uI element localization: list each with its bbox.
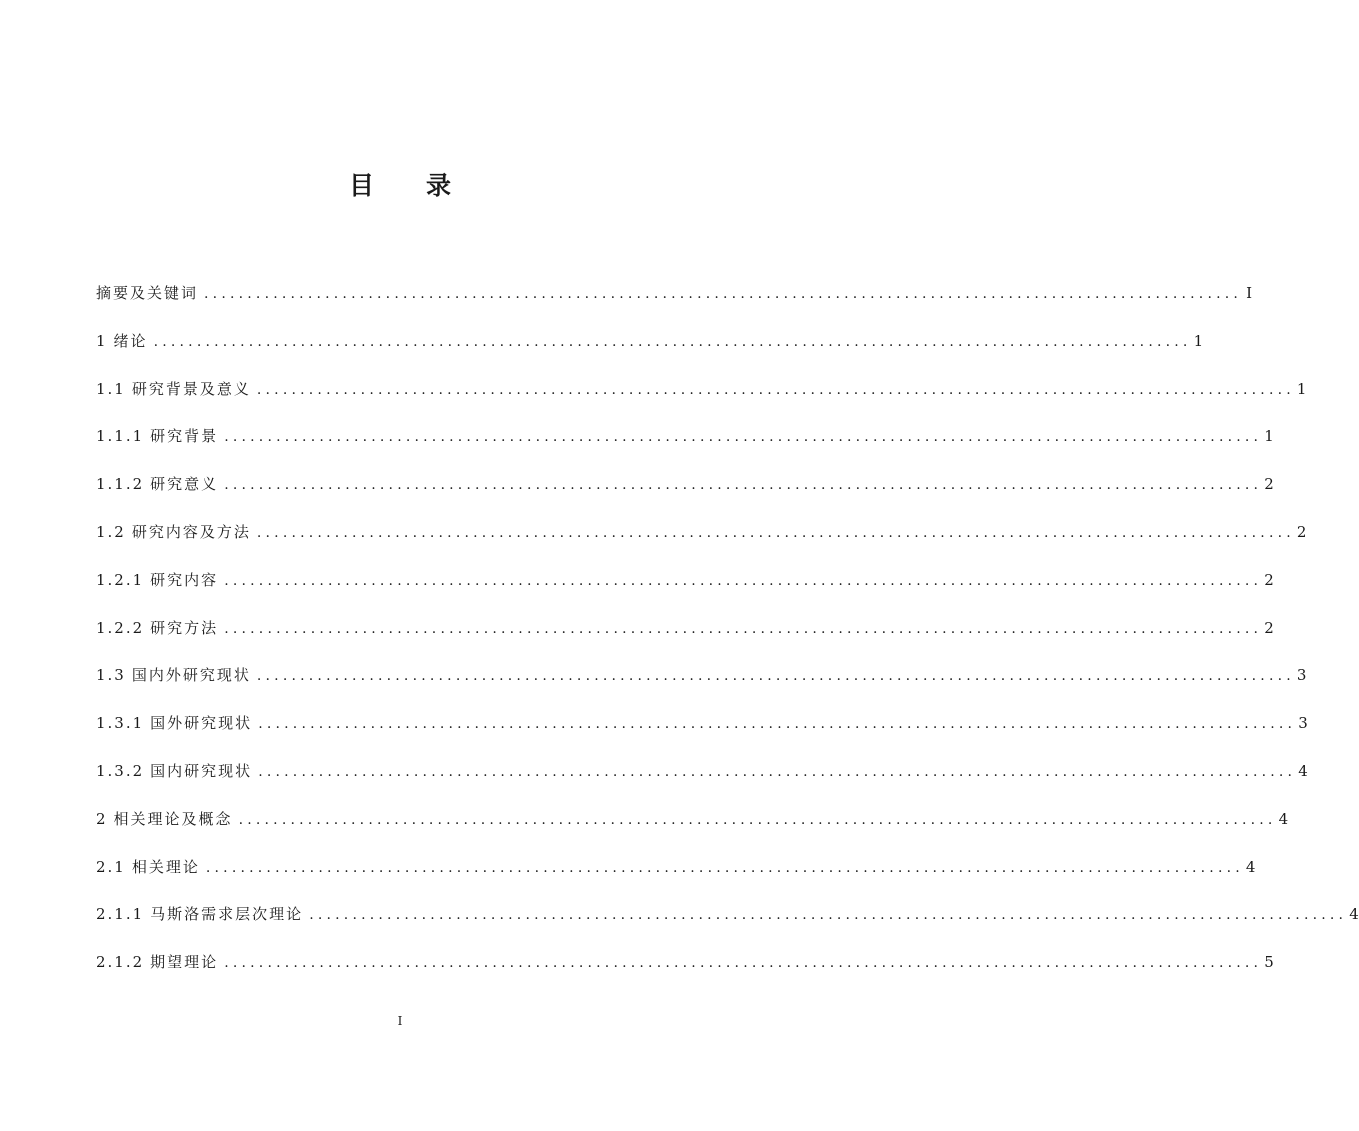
toc-entry-text: 研究背景 xyxy=(150,427,219,446)
toc-entry[interactable] xyxy=(96,856,1256,904)
toc-leader-dots: ........................................................................................................................ xyxy=(205,859,1244,876)
toc-entry-text: 相关理论及概念 xyxy=(113,809,233,828)
toc-entry[interactable] xyxy=(96,282,1253,330)
toc-leader-dots: ........................................................................................................................ xyxy=(224,620,1263,637)
toc-leader-dots: ........................................................................................................................ xyxy=(224,955,1263,972)
toc-entry-number: 1.2.1 xyxy=(96,570,145,589)
toc-entry-text: 摘要及关键词 xyxy=(96,284,199,302)
toc-entry-page: 3 xyxy=(1298,714,1308,733)
toc-entry-page: 2 xyxy=(1264,475,1274,494)
toc-leader-dots: ........................................................................................................................ xyxy=(238,811,1277,828)
toc-entry-number: 1.1 xyxy=(96,379,126,398)
toc-leader-dots: ........................................................................................................................ xyxy=(309,907,1348,924)
toc-entry-number: 1.3.1 xyxy=(96,714,145,733)
toc-entry-page: 4 xyxy=(1278,809,1289,828)
toc-leader-dots: ........................................................................................................................ xyxy=(153,333,1192,350)
toc-entry-number: 2.1.1 xyxy=(96,905,145,924)
toc-entry[interactable] xyxy=(96,378,1307,426)
toc-entry-text: 相关理论 xyxy=(131,857,200,876)
toc-entry-page: 4 xyxy=(1298,761,1308,780)
toc-entry-page: 2 xyxy=(1264,570,1274,589)
toc-leader-dots: ........................................................................................................................ xyxy=(224,477,1263,494)
toc-entry-number: 1 xyxy=(96,331,108,350)
toc-entry-text: 研究意义 xyxy=(150,475,219,494)
toc-leader-dots: ........................................................................................................................ xyxy=(224,429,1263,446)
toc-leader-dots: ........................................................................................................................ xyxy=(258,763,1297,780)
toc-entry-page: 4 xyxy=(1349,905,1359,924)
toc-leader-dots: ........................................................................................................................ xyxy=(258,716,1297,733)
toc-entry[interactable] xyxy=(96,951,1274,999)
toc-entry-number: 2.1.2 xyxy=(96,953,145,972)
toc-entry-text: 期望理论 xyxy=(150,953,219,972)
toc-entry[interactable] xyxy=(96,473,1274,521)
toc-entry-page: 1 xyxy=(1296,379,1307,398)
toc-entry-number: 1.3 xyxy=(96,666,126,685)
toc-entry[interactable] xyxy=(96,617,1274,665)
toc-entry-page: 1 xyxy=(1264,427,1274,446)
toc-entry-page: I xyxy=(1246,284,1253,302)
toc-entry-number: 1.1.2 xyxy=(96,475,145,494)
toc-entry-text: 国内研究现状 xyxy=(150,761,253,780)
toc-entry-page: 2 xyxy=(1264,618,1274,637)
toc-leader-dots: ........................................................................................................................ xyxy=(256,381,1295,398)
toc-entry[interactable] xyxy=(96,712,1308,760)
toc-entry-text: 研究内容及方法 xyxy=(131,522,251,541)
title-char-2: 录 xyxy=(426,171,452,200)
toc-entry-number: 1.3.2 xyxy=(96,761,145,780)
toc-entry-page: 1 xyxy=(1193,331,1204,350)
toc-entry-text: 研究内容 xyxy=(150,570,219,589)
toc-entry[interactable] xyxy=(96,330,1204,378)
page-title xyxy=(0,166,800,202)
toc-entry[interactable] xyxy=(96,521,1307,569)
toc-leader-dots: ........................................................................................................................ xyxy=(256,668,1295,685)
toc-entry-text: 研究方法 xyxy=(150,618,219,637)
toc-entry-page: 3 xyxy=(1296,666,1307,685)
toc-entry-page: 4 xyxy=(1245,857,1256,876)
toc-entry-text: 国内外研究现状 xyxy=(131,666,251,685)
toc-leader-dots: ........................................................................................................................ xyxy=(256,524,1295,541)
toc-entry-number: 1.1.1 xyxy=(96,427,145,446)
toc-entry-page: 2 xyxy=(1296,522,1307,541)
toc-entry[interactable] xyxy=(96,903,1359,951)
toc-entry-number: 2 xyxy=(96,809,108,828)
toc-entry-text: 马斯洛需求层次理论 xyxy=(150,905,304,924)
toc-entry[interactable] xyxy=(96,569,1274,617)
toc-entry[interactable] xyxy=(96,425,1274,473)
toc-entry-text: 研究背景及意义 xyxy=(131,379,251,398)
table-of-contents xyxy=(96,282,1359,999)
toc-entry-text: 国外研究现状 xyxy=(150,714,253,733)
toc-entry-number: 2.1 xyxy=(96,857,126,876)
toc-entry-number: 1.2 xyxy=(96,522,126,541)
toc-entry[interactable] xyxy=(96,664,1307,712)
toc-leader-dots: ........................................................................................................................ xyxy=(204,286,1243,302)
toc-entry-number: 1.2.2 xyxy=(96,618,145,637)
toc-entry-page: 5 xyxy=(1264,953,1274,972)
title-char-1: 目 xyxy=(348,171,374,200)
toc-entry-text: 绪论 xyxy=(113,331,148,350)
toc-entry[interactable] xyxy=(96,760,1308,808)
toc-leader-dots: ........................................................................................................................ xyxy=(224,572,1263,589)
toc-entry[interactable] xyxy=(96,808,1289,856)
page-number: I xyxy=(397,1014,403,1028)
